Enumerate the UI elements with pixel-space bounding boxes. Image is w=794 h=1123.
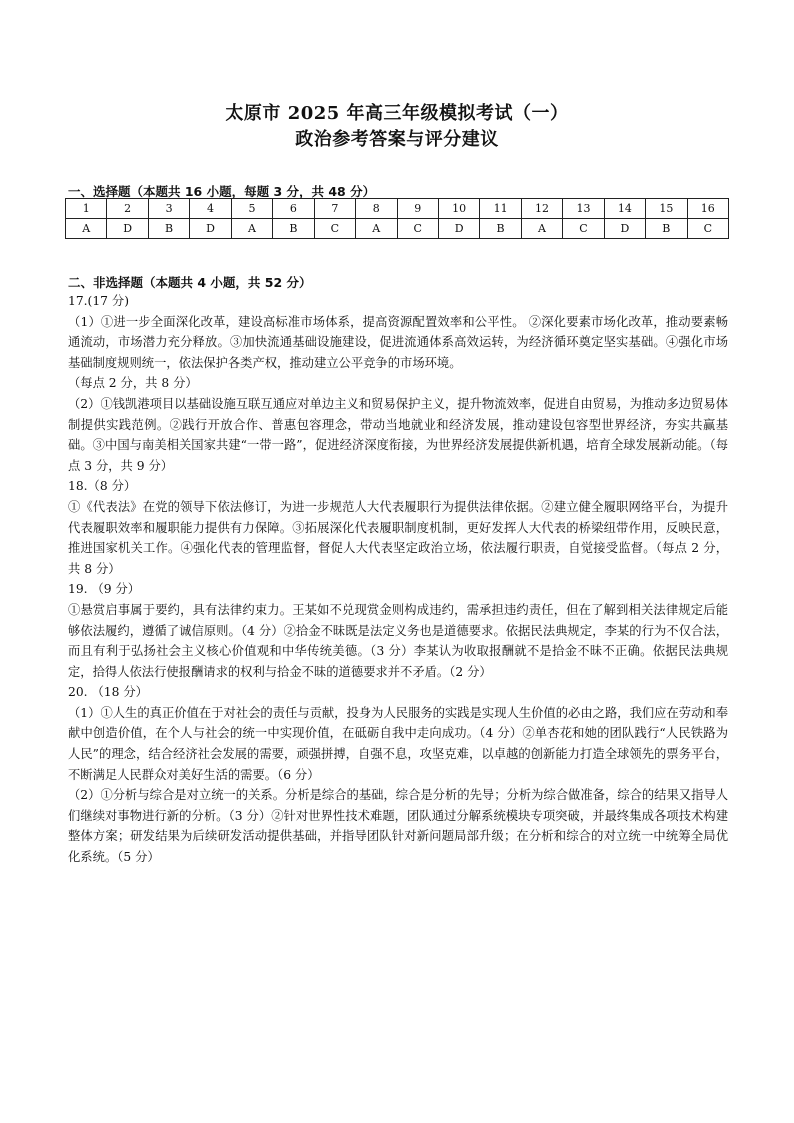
question-number-cell: 1 [66,199,107,219]
document-subtitle: 政治参考答案与评分建议 [295,129,499,150]
question-number-cell: 6 [273,199,314,219]
answer-cell: C [397,219,438,239]
question-number-cell: 15 [646,199,687,219]
answer-cell: D [107,219,148,239]
question-number-row [66,199,729,219]
answer-cell: C [314,219,355,239]
question-number-cell: 10 [438,199,479,219]
answer-row [66,219,729,239]
section-heading-multiple-choice: 一、选择题（本题共 16 小题，每题 3 分，共 48 分） [68,184,376,199]
answer-paragraph: 18.（8 分） [68,479,137,494]
answer-cell: A [356,219,397,239]
question-number-cell: 13 [563,199,604,219]
answer-paragraph: （1）①人生的真正价值在于对社会的责任与贡献，投身为人民服务的实践是实现人生价值的必由之路，我们应在劳动和奉献中创造价值，在个人与社会的统一中实现价值，在砥砺自我中走向成功。（4 分）②单杏花和她的团队践行“人民铁路为人民”的理念，结合经济社会发展的需要，顽强拼搏，自强不息，攻坚克难，以卓越的创新能力打造全球领先的票务平台，不断满足人民群众对美好生活的需要。（6 分） [68,705,728,782]
question-number-cell: 16 [687,199,728,219]
answer-cell: A [66,219,107,239]
question-number-cell: 7 [314,199,355,219]
question-number-cell: 3 [148,199,189,219]
answer-cell: C [687,219,728,239]
answer-paragraph: （1）①进一步全面深化改革，建设高标准市场体系，提高资源配置效率和公平性。 ②深化要素市场化改革，推动要素畅通流动，市场潜力充分释放。③加快流通基础设施建设，促进流通体系高效运转，为经济循环奠定坚实基础。④强化市场基础制度规则统一，依法保护各类产权，推动建立公平竞争的市场环境。 [68,314,728,370]
question-number-cell: 4 [190,199,231,219]
question-number-cell: 12 [521,199,562,219]
answer-cell: B [273,219,314,239]
answer-paragraph: ①《代表法》在党的领导下依法修订，为进一步规范人大代表履职行为提供法律依据。②建立健全履职网络平台，为提升代表履职效率和履职能力提供有力保障。③拓展深化代表履职制度机制，更好发挥人大代表的桥梁纽带作用，反映民意，推进国家机关工作。④强化代表的管理监督，督促人大代表坚定政治立场，依法履行职责，自觉接受监督。（每点 2 分，共 8 分） [68,499,728,576]
answer-table [65,198,729,239]
answer-paragraph: ①悬赏启事属于要约，具有法律约束力。王某如不兑现赏金则构成违约，需承担违约责任，但在了解到相关法律规定后能够依法履约，遵循了诚信原则。（4 分）②拾金不昧既是法定义务也是道德要求。依据民法典规定，李某的行为不仅合法，而且有利于弘扬社会主义核心价值观和中华传统美德。（3 分）李某认为收取报酬就不是拾金不昧不正确。依据民法典规定，拾得人依法行使报酬请求的权利与拾金不昧的道德要求并不矛盾。（2 分） [68,602,728,679]
answer-paragraph: （2）①分析与综合是对立统一的关系。分析是综合的基础，综合是分析的先导；分析为综合做准备，综合的结果又指导人们继续对事物进行新的分析。（3 分）②针对世界性技术难题，团队通过分解系统模块专项突破，并最终集成各项技术构建整体方案；研发结果为后续研发活动提供基础，并指导团队针对新问题局部升级；在分析和综合的对立统一中统筹全局优化系统。（5 分） [68,788,728,865]
answer-body [68,291,728,868]
question-number-cell: 8 [356,199,397,219]
answer-paragraph: 20. （18 分） [68,685,148,700]
question-number-cell: 2 [107,199,148,219]
answer-paragraph: 19. （9 分） [68,582,141,597]
answer-cell: D [604,219,645,239]
question-number-cell: 14 [604,199,645,219]
answer-cell: B [148,219,189,239]
answer-paragraph: 17.(17 分) [68,294,130,308]
section-heading-non-choice: 二、非选择题（本题共 4 小题，共 52 分） [68,275,312,290]
answer-cell: C [563,219,604,239]
question-number-cell: 11 [480,199,521,219]
answer-cell: D [190,219,231,239]
answer-cell: D [438,219,479,239]
answer-paragraph: （2）①钱凯港项目以基础设施互联互通应对单边主义和贸易保护主义，提升物流效率，促进自由贸易，为推动多边贸易体制提供实践范例。②践行开放合作、普惠包容理念，带动当地就业和经济发展，推动建设包容型世界经济，夯实共赢基础。③中国与南美相关国家共建“一带一路”，促进经济深度衔接，为世界经济发展提供新机遇，培育全球发展新动能。（每点 3 分，共 9 分） [68,396,728,473]
document-title: 太原市 2025 年高三年级模拟考试（一） [225,103,569,124]
question-number-cell: 9 [397,199,438,219]
answer-cell: A [231,219,272,239]
question-number-cell: 5 [231,199,272,219]
answer-cell: A [521,219,562,239]
answer-cell: B [480,219,521,239]
answer-paragraph: （每点 2 分，共 8 分） [68,376,198,391]
answer-cell: B [646,219,687,239]
